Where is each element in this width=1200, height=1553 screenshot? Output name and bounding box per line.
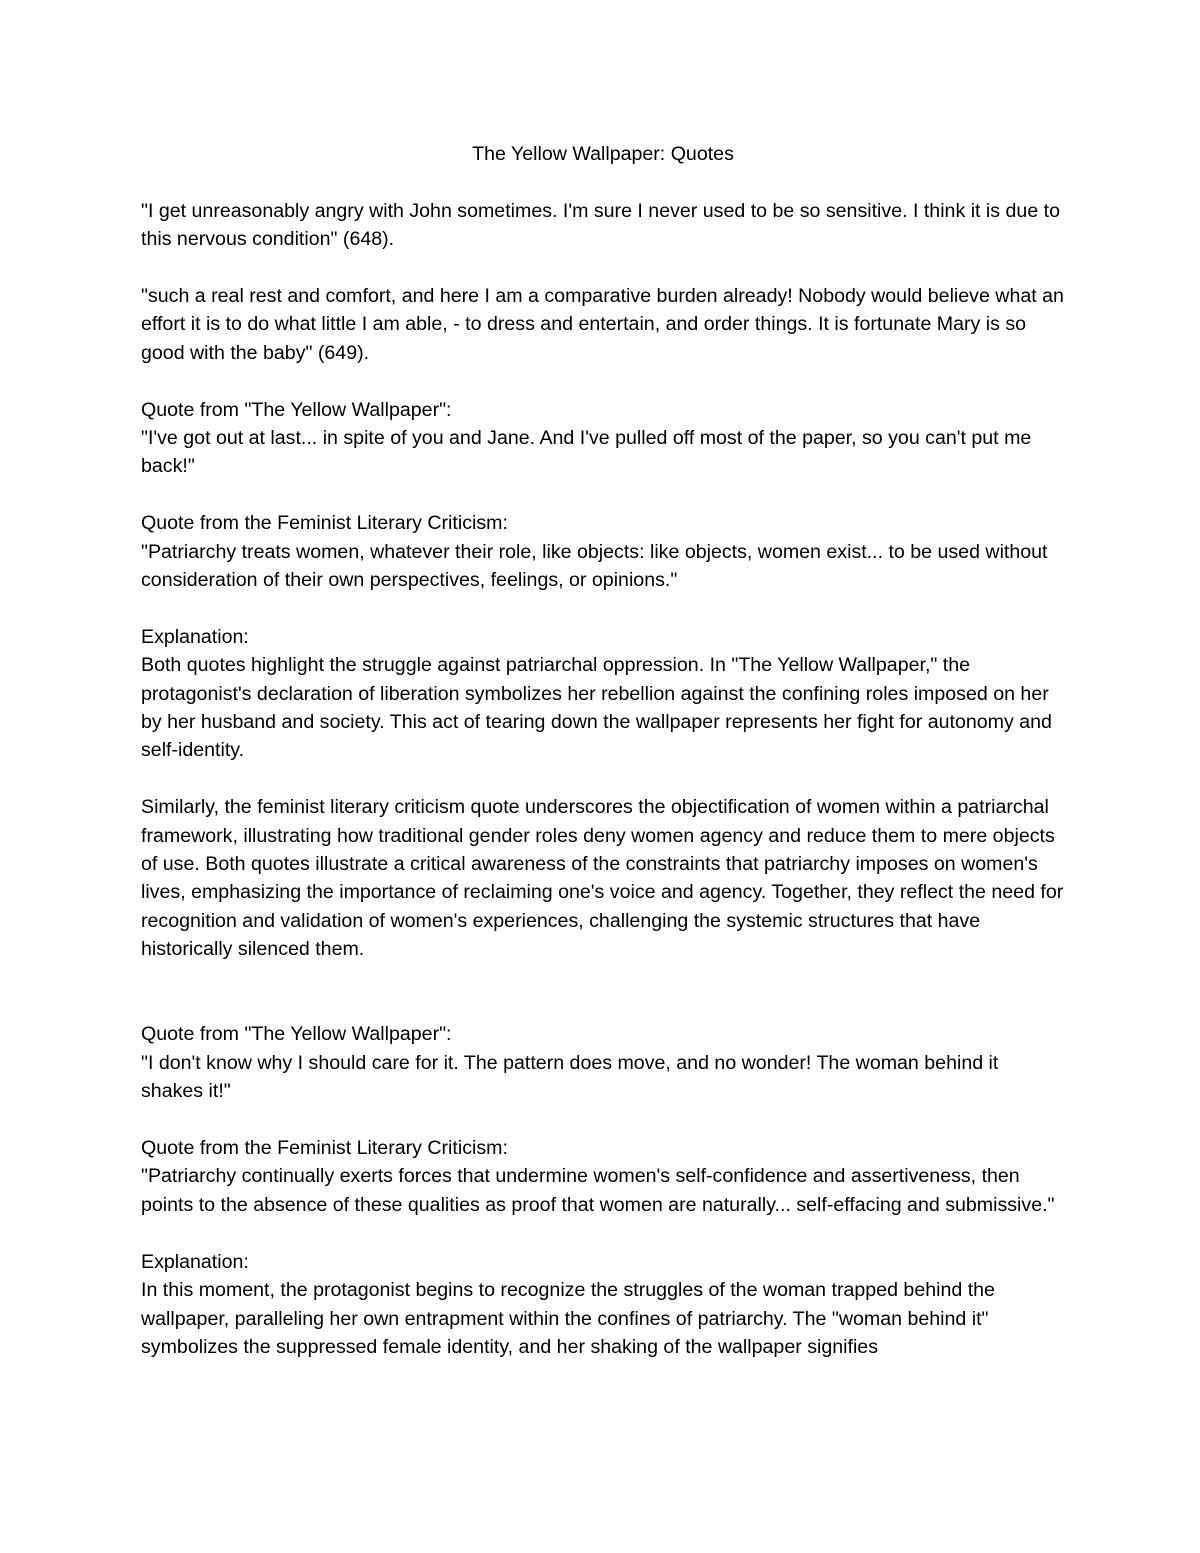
section-2-exp-paragraph-1: In this moment, the protagonist begins to recognize the struggles of the woman trapped behind the wallpaper, paralleling her own entrapment within the confines of patriarchy. The "woman behind it" symbolizes the suppressed female identity, and her shaking of the wallpaper signifies bbox=[141, 1279, 995, 1358]
section-1-criticism-quote bbox=[141, 509, 1065, 594]
section-2-yw-quote: "I don't know why I should care for it. The pattern does move, and no wonder! The woman behind it shakes it!" bbox=[141, 1051, 999, 1103]
section-1-exp-paragraph-1: Both quotes highlight the struggle against patriarchal oppression. In "The Yellow Wallpaper," the protagonist's declaration of liberation symbolizes her rebellion against the confining roles imposed on her by her husband and society. This act of tearing down the wallpaper represents her fight for autonomy and self-identity. bbox=[141, 654, 1052, 762]
section-1-yw-label: Quote from "The Yellow Wallpaper": bbox=[141, 398, 452, 421]
document-body bbox=[141, 140, 1065, 1390]
section-2-explanation bbox=[141, 1248, 1065, 1362]
section-2-criticism-quote bbox=[141, 1134, 1065, 1219]
section-1-yellow-wallpaper-quote bbox=[141, 396, 1065, 481]
page-title: The Yellow Wallpaper: Quotes bbox=[472, 143, 734, 165]
section-1-yw-quote: "I've got out at last... in spite of you and Jane. And I've pulled off most of the paper, so you can't put me back!" bbox=[141, 427, 1032, 478]
section-spacer bbox=[141, 992, 1065, 1020]
section-2-fc-quote: "Patriarchy continually exerts forces that undermine women's self-confidence and assertiveness, then points to the absence of these qualities as proof that women are naturally... self-effacing and submissive." bbox=[141, 1165, 1055, 1216]
section-2-yw-label: Quote from "The Yellow Wallpaper": bbox=[141, 1023, 452, 1046]
section-1-exp-paragraph-2: Similarly, the feminist literary criticism quote underscores the objectification of women within a patriarchal framework, illustrating how traditional gender roles deny women agency and reduce them to mere objects of use. Both quotes illustrate a critical awareness of the constraints that patriarchy imposes on women's lives, emphasizing the importance of reclaiming one's voice and agency. Together, they reflect the need for recognition and validation of women's experiences, challenging the systemic structures that have historically silenced them. bbox=[141, 796, 1064, 961]
quote-648: "I get unreasonably angry with John sometimes. I'm sure I never used to be so sensitive. I think it is due to this nervous condition" (648). bbox=[141, 199, 1061, 251]
section-1-fc-quote: "Patriarchy treats women, whatever their role, like objects: like objects, women exist... to be used without consideration of their own perspectives, feelings, or opinions." bbox=[141, 540, 1048, 592]
section-1-fc-label: Quote from the Feminist Literary Criticism: bbox=[141, 512, 508, 535]
quote-649: "such a real rest and comfort, and here I am a comparative burden already! Nobody would believe what an effort it is to do what little I am able, - to dress and entertain, and order things. It is fortunate Mary is so good with the baby" (649). bbox=[141, 285, 1064, 364]
section-2-exp-label: Explanation: bbox=[141, 1250, 249, 1273]
section-1-exp-label: Explanation: bbox=[141, 625, 249, 648]
section-1-explanation bbox=[141, 623, 1065, 765]
section-2-fc-label: Quote from the Feminist Literary Criticism: bbox=[141, 1137, 508, 1160]
section-2-yellow-wallpaper-quote bbox=[141, 1020, 1065, 1105]
